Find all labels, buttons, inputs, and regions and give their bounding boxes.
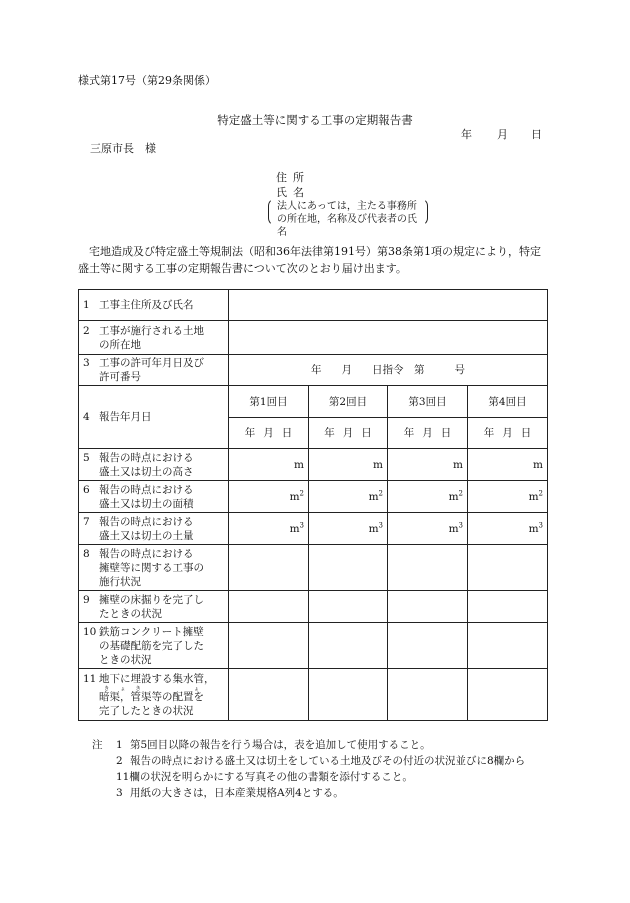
submission-date	[461, 126, 542, 142]
row-4-label: 4 報告年月日	[79, 386, 229, 449]
table-row	[79, 513, 548, 545]
volume-2[interactable]: $m^3$	[309, 513, 388, 545]
report-4-header: 第4回目	[468, 386, 548, 418]
row-1-label: 1 工事主住所及び氏名	[79, 290, 229, 321]
notes	[92, 737, 562, 801]
date-year-label: 年	[461, 128, 472, 141]
table-row	[79, 321, 548, 355]
table-row	[79, 623, 548, 669]
row-2-label: 2 工事が施行される土地 の所在地	[79, 321, 229, 355]
rebar-status-4[interactable]	[468, 623, 548, 669]
height-3[interactable]: m	[388, 449, 468, 481]
drainage-status-2[interactable]	[309, 669, 388, 721]
table-row	[79, 669, 548, 721]
note-item-2: 2 報告の時点における盛土又は切土をしている土地及びその付近の状況並びに8欄から	[116, 755, 526, 767]
area-4[interactable]: $m^2$	[468, 481, 548, 513]
report-3-date[interactable]: 年 月 日	[388, 418, 468, 449]
row-1-value[interactable]	[229, 290, 548, 321]
volume-4[interactable]: $m^3$	[468, 513, 548, 545]
table-row	[79, 481, 548, 513]
row-9-label: 9 擁壁の床掘りを完了し たときの状況	[79, 591, 229, 623]
excavation-status-4[interactable]	[468, 591, 548, 623]
excavation-status-1[interactable]	[229, 591, 309, 623]
row-10-label: 10 鉄筋コンクリート擁壁 の基礎配筋を完了した ときの状況	[79, 623, 229, 669]
height-4[interactable]: m	[468, 449, 548, 481]
excavation-status-2[interactable]	[309, 591, 388, 623]
height-2[interactable]: m	[309, 449, 388, 481]
row-3-label: 3 工事の許可年月日及び 許可番号	[79, 355, 229, 386]
volume-3[interactable]: $m^3$	[388, 513, 468, 545]
address-label: 住所	[276, 171, 310, 184]
date-day-label: 日	[531, 128, 542, 141]
retaining-status-1[interactable]	[229, 545, 309, 591]
note-item-3: 3 用紙の大きさは，日本産業規格A列4とする。	[116, 787, 344, 799]
date-month-label: 月	[497, 128, 508, 141]
area-1[interactable]: $m^2$	[229, 481, 309, 513]
table-row	[79, 449, 548, 481]
table-row	[79, 355, 548, 386]
volume-1[interactable]: $m^3$	[229, 513, 309, 545]
document-title: 特定盛土等に関する工事の定期報告書	[217, 113, 413, 127]
drainage-status-1[interactable]	[229, 669, 309, 721]
report-1-header: 第1回目	[229, 386, 309, 418]
corporate-note: 法人にあっては，主たる事務所の所在地，名称及び代表者の氏名	[268, 198, 428, 226]
row-5-label: 5 報告の時点における 盛土又は切土の高さ	[79, 449, 229, 481]
drainage-status-3[interactable]	[388, 669, 468, 721]
retaining-status-3[interactable]	[388, 545, 468, 591]
row-6-label: 6 報告の時点における 盛土又は切土の面積	[79, 481, 229, 513]
note-item-1: 注 1 第5回目以降の報告を行う場合は，表を追加して使用すること。	[92, 739, 431, 751]
permit-date-number[interactable]: 年 月 日指令 第 号	[229, 355, 548, 386]
rebar-status-2[interactable]	[309, 623, 388, 669]
report-2-header: 第2回目	[309, 386, 388, 418]
row-11-label: 11 地下に埋設する集水管， 暗渠，きょ管渠等の配置をきょ 完了したときの状況	[79, 669, 229, 721]
table-row	[79, 545, 548, 591]
form-number: 様式第17号（第29条関係）	[78, 74, 216, 87]
report-4-date[interactable]: 年 月 日	[468, 418, 548, 449]
name-label: 氏名	[276, 186, 310, 199]
table-row	[79, 386, 548, 418]
report-1-date[interactable]: 年 月 日	[229, 418, 309, 449]
table-row	[79, 290, 548, 321]
row-2-value[interactable]	[229, 321, 548, 355]
area-2[interactable]: $m^2$	[309, 481, 388, 513]
retaining-status-4[interactable]	[468, 545, 548, 591]
area-3[interactable]: $m^2$	[388, 481, 468, 513]
report-2-date[interactable]: 年 月 日	[309, 418, 388, 449]
intro-paragraph: 宅地造成及び特定盛土等規制法（昭和36年法律第191号）第38条第1項の規定により，特定盛土等に関する工事の定期報告書について次のとおり届け出ます。	[78, 245, 541, 275]
drainage-status-4[interactable]	[468, 669, 548, 721]
rebar-status-1[interactable]	[229, 623, 309, 669]
addressee: 三原市長 様	[90, 142, 156, 155]
row-8-label: 8 報告の時点における 擁壁等に関する工事の 施行状況	[79, 545, 229, 591]
report-3-header: 第3回目	[388, 386, 468, 418]
height-1[interactable]: m	[229, 449, 309, 481]
table-row	[79, 591, 548, 623]
excavation-status-3[interactable]	[388, 591, 468, 623]
row-7-label: 7 報告の時点における 盛土又は切土の土量	[79, 513, 229, 545]
retaining-status-2[interactable]	[309, 545, 388, 591]
note-item-2-continued: 11欄の状況を明らかにする写真その他の書類を添付すること。	[116, 771, 413, 783]
rebar-status-3[interactable]	[388, 623, 468, 669]
report-table	[78, 289, 548, 721]
